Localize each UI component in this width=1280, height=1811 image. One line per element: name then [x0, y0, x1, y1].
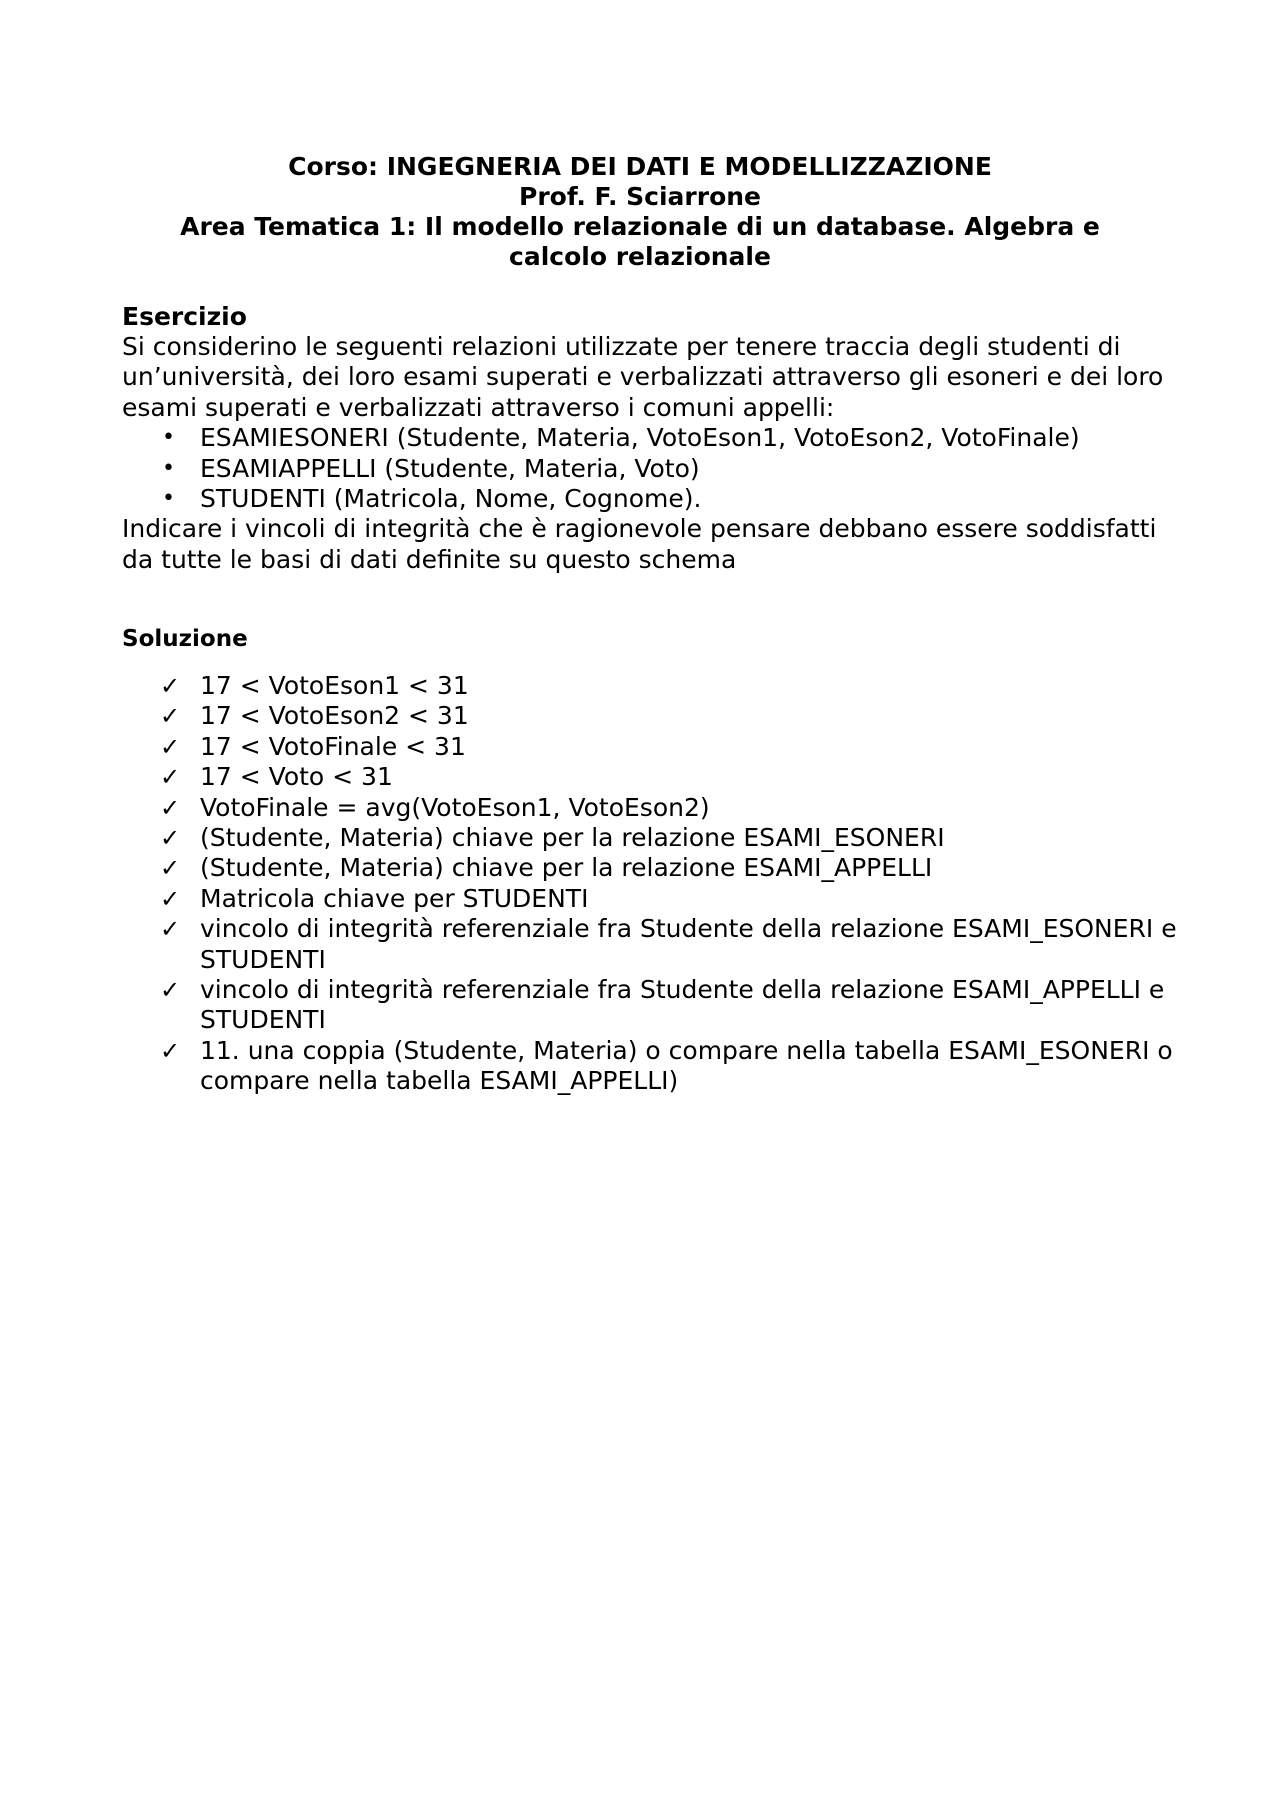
- solution-text: Matricola chiave per STUDENTI: [200, 883, 589, 913]
- checkmark-icon: ✓: [160, 763, 181, 792]
- relation-text: ESAMIESONERI (Studente, Materia, VotoEson1, VotoEson2, VotoFinale): [200, 423, 1080, 453]
- course-title: Corso: INGEGNERIA DEI DATI E MODELLIZZAZIONE: [288, 152, 992, 181]
- list-item: [122, 701, 1182, 731]
- professor-name: Prof. F. Sciarrone: [519, 182, 761, 211]
- exercise-heading: Esercizio: [122, 302, 247, 331]
- solution-text: 11. una coppia (Studente, Materia) o compare nella tabella ESAMI_ESONERI o compare nella tabella ESAMI_APPELLI): [200, 1035, 1173, 1096]
- checkmark-icon: ✓: [160, 854, 181, 883]
- solution-text: 17 < VotoFinale < 31: [200, 731, 466, 761]
- checkmark-icon: ✓: [160, 1036, 181, 1065]
- solution-text: 17 < VotoEson2 < 31: [200, 701, 469, 731]
- list-item: [122, 732, 1182, 762]
- list-item: [122, 853, 1182, 883]
- solution-text: (Studente, Materia) chiave per la relazione ESAMI_APPELLI: [200, 853, 933, 883]
- list-item: [122, 884, 1182, 914]
- solution-text: 17 < VotoEson1 < 31: [200, 671, 469, 700]
- relation-text: ESAMIAPPELLI (Studente, Materia, Voto): [200, 453, 700, 483]
- solution-text: VotoFinale = avg(VotoEson1, VotoEson2): [200, 792, 710, 822]
- list-item: [122, 975, 1182, 1036]
- list-item: [122, 793, 1182, 823]
- list-item: [122, 914, 1182, 975]
- checkmark-icon: ✓: [160, 793, 181, 822]
- checkmark-icon: ✓: [160, 702, 181, 731]
- area-title-line-1: Area Tematica 1: Il modello relazionale di un database. Algebra e: [180, 212, 1100, 241]
- solution-text: (Studente, Materia) chiave per la relazione ESAMI_ESONERI: [200, 823, 945, 853]
- bullet-dot-icon: •: [162, 425, 175, 451]
- solution-heading: Soluzione: [122, 626, 248, 652]
- solution-text: 17 < Voto < 31: [200, 762, 393, 792]
- bullet-dot-icon: •: [162, 455, 175, 481]
- area-title-line-2: calcolo relazionale: [509, 242, 771, 271]
- checkmark-icon: ✓: [160, 884, 181, 913]
- checkmark-icon: ✓: [160, 824, 181, 853]
- solution-text: vincolo di integrità referenziale fra Studente della relazione ESAMI_ESONERI e STUDENTI: [200, 914, 1177, 974]
- solution-text: vincolo di integrità referenziale fra Studente della relazione ESAMI_APPELLI e STUDENTI: [200, 975, 1165, 1035]
- checkmark-icon: ✓: [160, 732, 181, 761]
- list-item: [122, 484, 1182, 514]
- relation-text: STUDENTI (Matricola, Nome, Cognome).: [200, 484, 702, 514]
- list-item: [122, 454, 1182, 484]
- list-item: [122, 671, 1182, 701]
- list-item: [122, 762, 1182, 792]
- list-item: [122, 1036, 1182, 1097]
- checkmark-icon: ✓: [160, 976, 181, 1005]
- checkmark-icon: ✓: [160, 672, 181, 700]
- bullet-dot-icon: •: [162, 486, 175, 512]
- solution-list: [122, 671, 1182, 1097]
- exercise-intro: Si considerino le seguenti relazioni utilizzate per tenere traccia degli studenti di un’università, dei loro esami superati e verbalizzati attraverso gli esoneri e dei loro esami superati e verbalizzati attraverso i comuni appelli:: [122, 332, 1164, 422]
- exercise-question: Indicare i vincoli di integrità che è ragionevole pensare debbano essere soddisfatti da tutte le basi di dati definite su questo schema: [122, 514, 1157, 574]
- document-header: [120, 152, 1160, 272]
- list-item: [122, 823, 1182, 853]
- list-item: [122, 423, 1182, 453]
- checkmark-icon: ✓: [160, 915, 181, 944]
- relations-list: [122, 423, 1182, 514]
- exercise-section: [122, 302, 1182, 575]
